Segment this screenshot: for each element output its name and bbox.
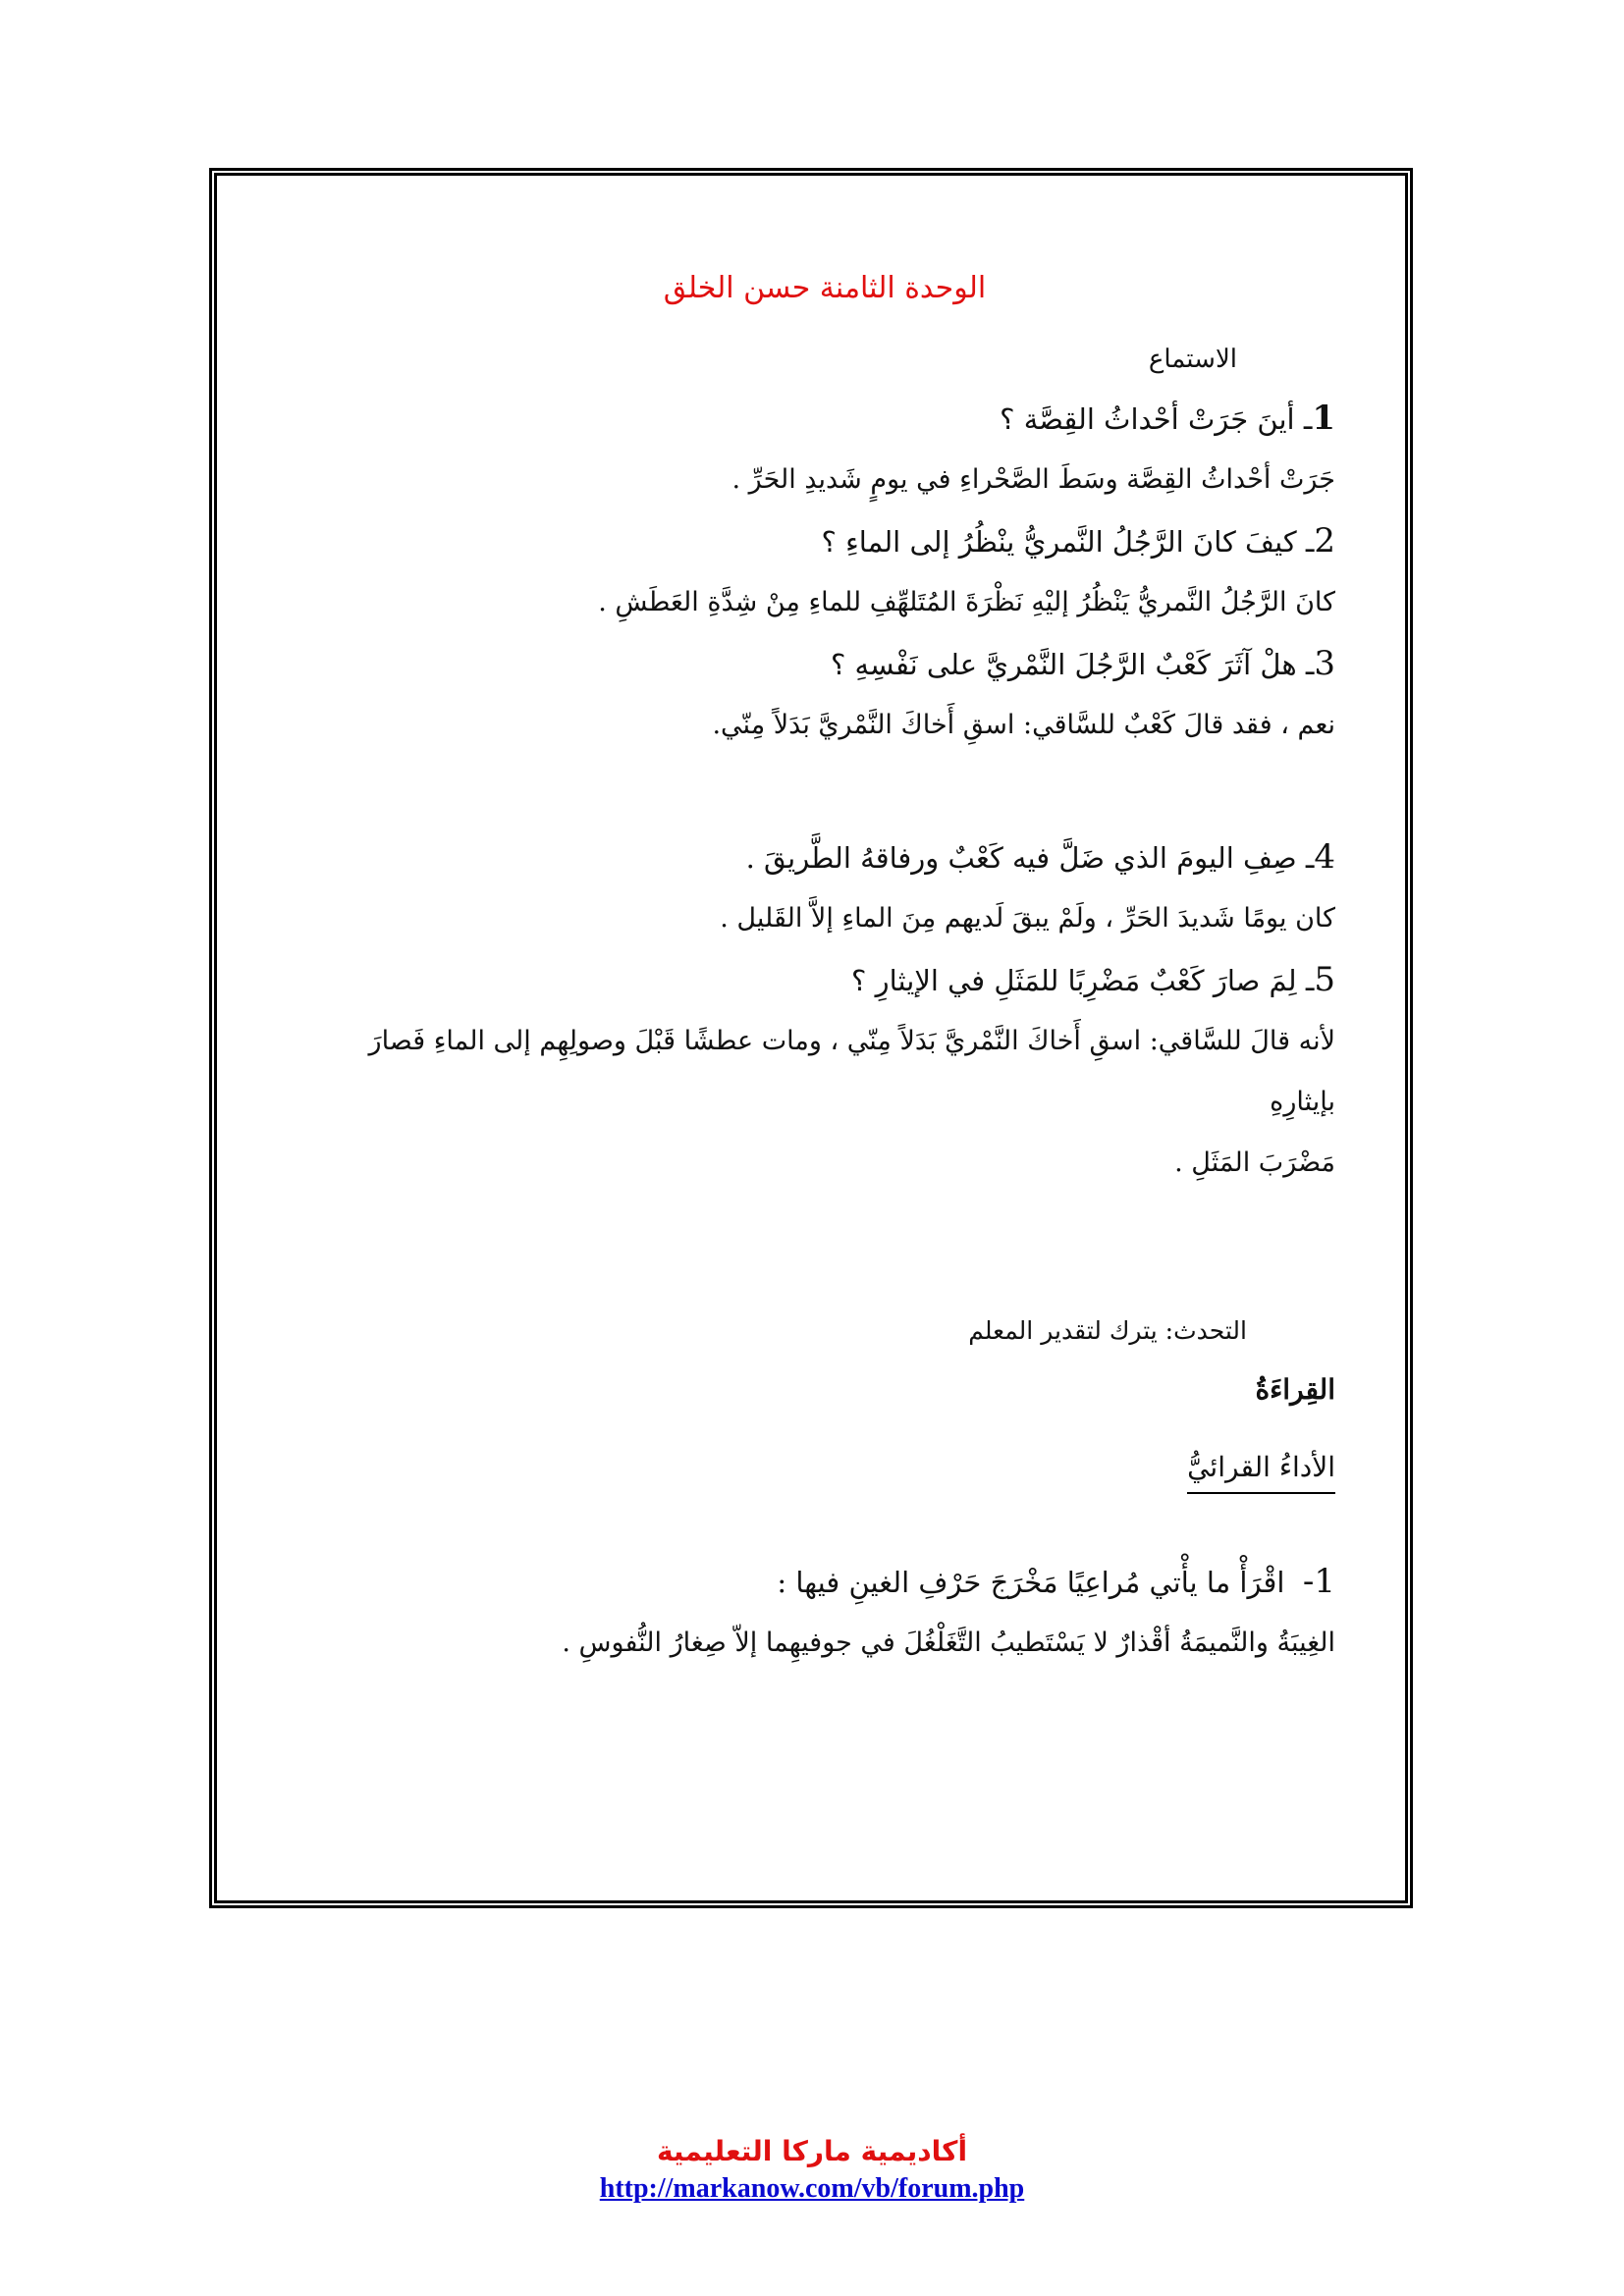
question-2: 2ـ كيفَ كانَ الرَّجُلُ النَّمريُّ ينْظُرُ إلى الماءِ ؟ — [821, 521, 1335, 561]
reading-sentence: الغِيبَةُ والنَّميمَةُ أقْذارٌ لا يَسْتَطيبُ التَّغَلْغُلَ في جوفيهِما إلاّ صِغارُ النُّفوسِ . — [562, 1628, 1335, 1658]
question-3: 3ـ هلْ آثَرَ كَعْبٌ الرَّجُلَ النَّمْريَّ على نَفْسِهِ ؟ — [830, 644, 1335, 683]
listening-item-3 — [314, 633, 1335, 756]
listening-heading: الاستماع — [1148, 345, 1237, 374]
answer-1: جَرَتْ أحْداثُ القِصَّة وسَطَ الصَّحْراءِ في يومٍ شَديدِ الحَرِّ . — [731, 464, 1335, 495]
page-footer — [0, 2135, 1624, 2205]
reading-subheading: الأداءُ القرائيُّ — [1187, 1443, 1335, 1494]
listening-item-4 — [314, 827, 1335, 949]
speaking-note: التحدث: يترك لتقدير المعلم — [968, 1316, 1247, 1345]
spacer — [314, 756, 1335, 827]
reading-question: 1- اقْرَأْ ما يأْتي مُراعِيًا مَخْرَجَ حَرْفِ الغينِ فيها : — [777, 1562, 1335, 1601]
answer-4: كان يومًا شَديدَ الحَرِّ ، ولَمْ يبقَ لَديهم مِنَ الماءِ إلاَّ القَليل . — [720, 903, 1335, 934]
answer-2: كانَ الرَّجُلُ النَّمريُّ يَنْظُرُ إليْهِ نَظْرَةَ المُتَلهِّفِ للماءِ مِنْ شِدَّةِ العَطَشِ . — [598, 587, 1335, 617]
listening-item-1 — [314, 388, 1335, 510]
listening-item-2 — [314, 510, 1335, 633]
answer-5-line-2: مَضْرَبَ المَثَلِ . — [1174, 1148, 1335, 1178]
answer-3: نعم ، فقد قالَ كَعْبٌ للسَّاقي: اسقِ أَخاكَ النَّمْريَّ بَدَلاً مِنّي. — [712, 710, 1335, 740]
document-body — [314, 265, 1335, 1674]
question-1: 1ـ أينَ جَرَتْ أحْداثُ القِصَّة ؟ — [1000, 399, 1335, 438]
question-4: 4ـ صِفِ اليومَ الذي ضَلَّ فيه كَعْبٌ ورفاقهُ الطَّريقَ . — [745, 837, 1335, 877]
forum-link[interactable]: http://markanow.com/vb/forum.php — [599, 2173, 1025, 2204]
academy-name: أكاديمية ماركا التعليمية — [656, 2135, 968, 2167]
answer-5-line-1: لأنه قالَ للسَّاقي: اسقِ أَخاكَ النَّمْريَّ بَدَلاً مِنّي ، ومات عطشًا قَبْلَ وصولِهِم إلى الماءِ فَصارَ بإيثارِهِ — [368, 1026, 1335, 1117]
listening-item-5 — [314, 949, 1335, 1194]
unit-title: الوحدة الثامنة حسن الخلق — [663, 271, 987, 305]
question-5: 5ـ لِمَ صارَ كَعْبٌ مَضْرِبًا للمَثَلِ في الإيثارِ ؟ — [851, 960, 1335, 999]
reading-heading: القِراءَةُ — [1255, 1373, 1335, 1406]
